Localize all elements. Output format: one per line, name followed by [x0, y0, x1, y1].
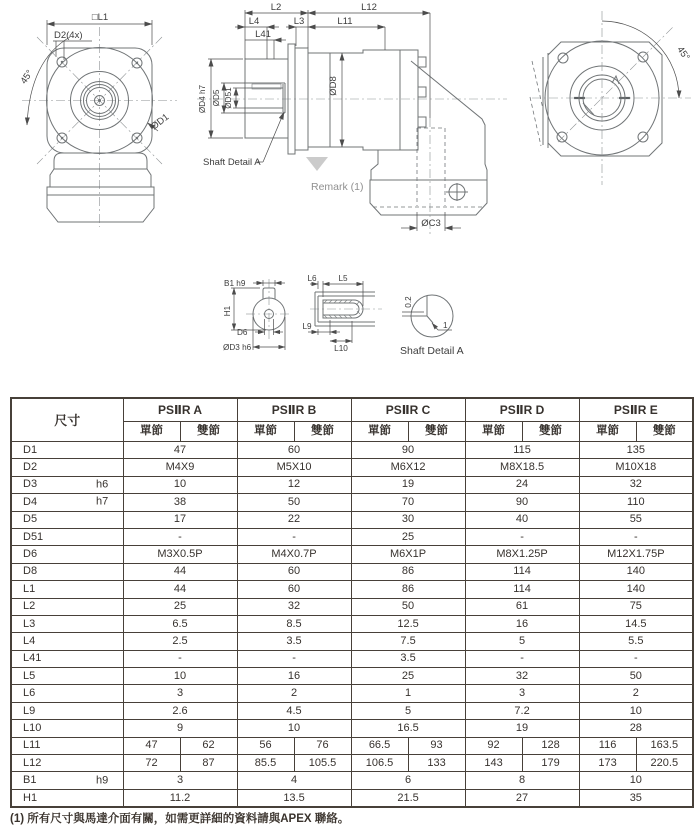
dim-label-angle-rear: 45°: [674, 44, 692, 63]
value-cell: 16: [237, 668, 351, 685]
table-row: [11, 615, 693, 632]
value-cell: M3X0.5P: [123, 546, 237, 563]
value-cell: 50: [351, 598, 465, 615]
value-cell: 9: [123, 720, 237, 737]
model-header-psiird: PSⅡR D: [465, 398, 579, 422]
dim-label-d3: ØD3 h6: [223, 343, 252, 352]
dim-label-d1: ØD1: [149, 111, 172, 133]
value-cell: M8X18.5: [465, 459, 579, 476]
model-header-row: [11, 398, 693, 422]
subheader-2-0: 單節: [351, 422, 408, 442]
value-cell: M4X0.7P: [237, 546, 351, 563]
value-cell: 128: [522, 737, 579, 754]
value-cell: 5.5: [579, 633, 693, 650]
dim-label-l6: L6: [307, 274, 317, 283]
value-cell: -: [123, 528, 237, 545]
keyway-drawing: [300, 273, 400, 373]
dim-label-d51: ØD51: [224, 87, 233, 109]
value-cell: 55: [579, 511, 693, 528]
subheader-1-0: 單節: [237, 422, 294, 442]
dim-label-b1: B1 h9: [224, 279, 246, 288]
table-row: [11, 442, 693, 459]
dim-name-cell: D2: [11, 459, 123, 476]
table-row: [11, 633, 693, 650]
value-cell: 24: [465, 476, 579, 493]
dim-name-cell: L11: [11, 737, 123, 754]
dimension-table: [10, 397, 694, 808]
value-cell: 105.5: [294, 755, 351, 772]
value-cell: 11.2: [123, 789, 237, 807]
value-cell: 47: [123, 442, 237, 459]
value-cell: 143: [465, 755, 522, 772]
value-cell: -: [237, 528, 351, 545]
value-cell: 56: [237, 737, 294, 754]
value-cell: 86: [351, 563, 465, 580]
value-cell: 22: [237, 511, 351, 528]
value-cell: 3.5: [237, 633, 351, 650]
table-row: [11, 546, 693, 563]
dim-name-cell: L12: [11, 755, 123, 772]
dim-label-l4: L4: [248, 16, 260, 27]
value-cell: 85.5: [237, 755, 294, 772]
value-cell: 135: [579, 442, 693, 459]
value-cell: 2: [579, 685, 693, 702]
table-row: [11, 737, 693, 754]
table-row: [11, 685, 693, 702]
value-cell: 25: [123, 598, 237, 615]
value-cell: 163.5: [636, 737, 693, 754]
value-cell: 93: [408, 737, 465, 754]
value-cell: 75: [579, 598, 693, 615]
dim-label-l2: L2: [270, 2, 282, 13]
value-cell: 72: [123, 755, 180, 772]
value-cell: 35: [579, 789, 693, 807]
value-cell: -: [237, 650, 351, 667]
value-cell: 32: [237, 598, 351, 615]
value-cell: 10: [237, 720, 351, 737]
value-cell: 12: [237, 476, 351, 493]
value-cell: 140: [579, 563, 693, 580]
value-cell: 16.5: [351, 720, 465, 737]
value-cell: 66.5: [351, 737, 408, 754]
dim-label-l9: L9: [302, 322, 312, 331]
dim-label-angle: 45°: [18, 68, 36, 87]
value-cell: 90: [465, 494, 579, 511]
value-cell: 8.5: [237, 615, 351, 632]
value-cell: 32: [579, 476, 693, 493]
value-cell: 25: [351, 668, 465, 685]
value-cell: 114: [465, 563, 579, 580]
value-cell: 4: [237, 772, 351, 789]
value-cell: 106.5: [351, 755, 408, 772]
front-view-drawing: [10, 5, 200, 237]
value-cell: 17: [123, 511, 237, 528]
dim-label-l5: L5: [338, 274, 348, 283]
value-cell: 61: [465, 598, 579, 615]
value-cell: 10: [579, 772, 693, 789]
value-cell: 38: [123, 494, 237, 511]
dim-name-cell: H1: [11, 789, 123, 807]
value-cell: M12X1.75P: [579, 546, 693, 563]
value-cell: 2.6: [123, 702, 237, 719]
value-cell: 87: [180, 755, 237, 772]
value-cell: 19: [351, 476, 465, 493]
value-cell: 44: [123, 563, 237, 580]
value-cell: 92: [465, 737, 522, 754]
table-row: [11, 598, 693, 615]
value-cell: 60: [237, 563, 351, 580]
dim-name-cell: L10: [11, 720, 123, 737]
value-cell: M6X1P: [351, 546, 465, 563]
table-row: [11, 702, 693, 719]
value-cell: 47: [123, 737, 180, 754]
table-row: [11, 720, 693, 737]
rear-view-drawing: [528, 5, 700, 190]
side-view-drawing: [195, 0, 510, 250]
value-cell: 8: [465, 772, 579, 789]
value-cell: 28: [579, 720, 693, 737]
model-header-psiire: PSⅡR E: [579, 398, 693, 422]
table-row: [11, 668, 693, 685]
footnote: (1) 所有尺寸與馬達介面有關，如需更詳細的資料請與APEX 聯絡。: [10, 813, 350, 825]
table-row: [11, 650, 693, 667]
subheader-3-0: 單節: [465, 422, 522, 442]
value-cell: 40: [465, 511, 579, 528]
value-cell: 114: [465, 581, 579, 598]
value-cell: 133: [408, 755, 465, 772]
dim-label-d4: ØD4 h7: [198, 84, 207, 114]
value-cell: 86: [351, 581, 465, 598]
dim-name-cell: L4: [11, 633, 123, 650]
value-cell: 3: [123, 772, 237, 789]
dim-label-l1: □L1: [91, 12, 109, 23]
value-cell: 30: [351, 511, 465, 528]
subheader-4-1: 雙節: [636, 422, 693, 442]
dim-name-cell: L5: [11, 668, 123, 685]
value-cell: 60: [237, 442, 351, 459]
value-cell: 6.5: [123, 615, 237, 632]
dim-label-flat: 1: [443, 321, 448, 330]
value-cell: 32: [465, 668, 579, 685]
subheader-2-1: 雙節: [408, 422, 465, 442]
table-body: [11, 442, 693, 808]
shaft-detail-label: Shaft Detail A: [203, 157, 261, 168]
table-row: [11, 528, 693, 545]
value-cell: 5: [465, 633, 579, 650]
value-cell: 70: [351, 494, 465, 511]
value-cell: M5X10: [237, 459, 351, 476]
remark-label: Remark (1): [311, 181, 364, 193]
dim-label-l10: L10: [334, 344, 348, 353]
subheader-3-1: 雙節: [522, 422, 579, 442]
dim-name-cell: D5: [11, 511, 123, 528]
value-cell: 110: [579, 494, 693, 511]
value-cell: 220.5: [636, 755, 693, 772]
dim-name-cell: L6: [11, 685, 123, 702]
dim-label-h1: H1: [223, 305, 232, 317]
value-cell: 5: [351, 702, 465, 719]
value-cell: 16: [465, 615, 579, 632]
dim-label-d5: ØD5: [212, 89, 221, 107]
value-cell: 19: [465, 720, 579, 737]
table-row: [11, 581, 693, 598]
dim-name-cell: D51: [11, 528, 123, 545]
value-cell: -: [123, 650, 237, 667]
model-header-psiirc: PSⅡR C: [351, 398, 465, 422]
remark-marker: [306, 157, 328, 171]
value-cell: 14.5: [579, 615, 693, 632]
dim-name-cell: B1 h9: [11, 772, 123, 789]
subheader-0-0: 單節: [123, 422, 180, 442]
dim-label-l41: L41: [255, 29, 271, 40]
value-cell: 21.5: [351, 789, 465, 807]
value-cell: 4.5: [237, 702, 351, 719]
value-cell: 7.5: [351, 633, 465, 650]
shaft-detail-a-caption: Shaft Detail A: [400, 345, 464, 357]
dim-name-cell: L3: [11, 615, 123, 632]
value-cell: -: [465, 528, 579, 545]
dim-label-d6: D6: [237, 328, 248, 337]
shaft-detail-a-drawing: [398, 278, 533, 373]
value-cell: 6: [351, 772, 465, 789]
value-cell: 10: [579, 702, 693, 719]
value-cell: 7.2: [465, 702, 579, 719]
model-header-psiirb: PSⅡR B: [237, 398, 351, 422]
value-cell: M6X12: [351, 459, 465, 476]
value-cell: 140: [579, 581, 693, 598]
value-cell: 60: [237, 581, 351, 598]
value-cell: M8X1.25P: [465, 546, 579, 563]
dim-name-cell: D8: [11, 563, 123, 580]
value-cell: 10: [123, 668, 237, 685]
value-cell: 10: [123, 476, 237, 493]
table-row: [11, 511, 693, 528]
value-cell: 1: [351, 685, 465, 702]
table-row: [11, 494, 693, 511]
value-cell: 12.5: [351, 615, 465, 632]
value-cell: 50: [237, 494, 351, 511]
value-cell: 3: [465, 685, 579, 702]
value-cell: 62: [180, 737, 237, 754]
value-cell: 25: [351, 528, 465, 545]
value-cell: -: [465, 650, 579, 667]
value-cell: 2.5: [123, 633, 237, 650]
value-cell: 90: [351, 442, 465, 459]
model-header-psiira: PSⅡR A: [123, 398, 237, 422]
value-cell: M4X9: [123, 459, 237, 476]
table-row: [11, 772, 693, 789]
value-cell: 179: [522, 755, 579, 772]
value-cell: 115: [465, 442, 579, 459]
subheader-1-1: 雙節: [294, 422, 351, 442]
dim-label-c3: ØC3: [421, 218, 441, 229]
dim-name-cell: L41: [11, 650, 123, 667]
dim-name-cell: D4 h7: [11, 494, 123, 511]
dim-label-d8: ØD8: [328, 76, 339, 96]
dim-label-chamfer: 0.2: [404, 296, 413, 308]
subheader-4-0: 單節: [579, 422, 636, 442]
dim-label-l12: L12: [361, 2, 377, 13]
subheader-0-1: 雙節: [180, 422, 237, 442]
dim-label-l11: L11: [337, 16, 353, 27]
value-cell: -: [579, 528, 693, 545]
value-cell: 3: [123, 685, 237, 702]
table-row: [11, 563, 693, 580]
dim-name-cell: D3 h6: [11, 476, 123, 493]
table-row: [11, 755, 693, 772]
dim-name-cell: L9: [11, 702, 123, 719]
value-cell: 116: [579, 737, 636, 754]
value-cell: 44: [123, 581, 237, 598]
dim-name-cell: D6: [11, 546, 123, 563]
table-row: [11, 789, 693, 807]
value-cell: M10X18: [579, 459, 693, 476]
dim-label-l3: L3: [293, 16, 305, 27]
dimension-header: 尺寸: [11, 398, 123, 442]
dim-name-cell: L2: [11, 598, 123, 615]
value-cell: 76: [294, 737, 351, 754]
value-cell: 13.5: [237, 789, 351, 807]
dim-name-cell: D1: [11, 442, 123, 459]
value-cell: 173: [579, 755, 636, 772]
table-row: [11, 459, 693, 476]
value-cell: 3.5: [351, 650, 465, 667]
value-cell: 50: [579, 668, 693, 685]
dim-name-cell: L1: [11, 581, 123, 598]
value-cell: 27: [465, 789, 579, 807]
value-cell: 2: [237, 685, 351, 702]
value-cell: -: [579, 650, 693, 667]
dim-label-d2: D2(4x): [54, 30, 83, 41]
table-row: [11, 476, 693, 493]
